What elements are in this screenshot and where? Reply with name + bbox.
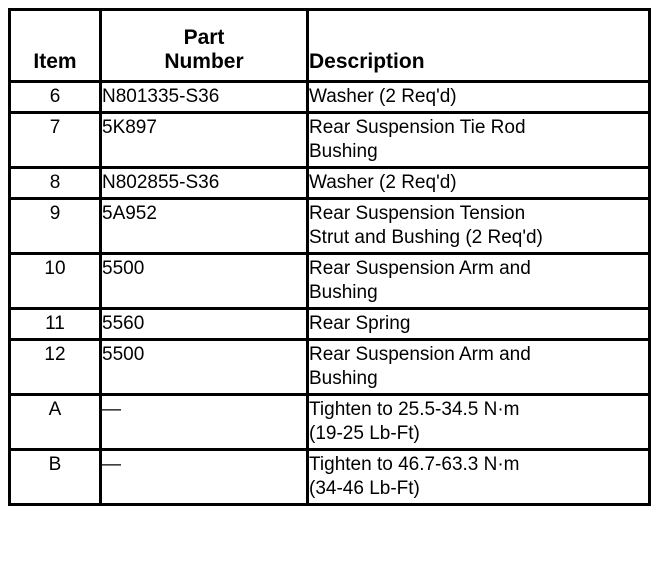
cell-part-number: 5A952 [101, 199, 308, 254]
header-description: Description [308, 10, 650, 82]
table-row [10, 82, 650, 113]
parts-table [8, 8, 651, 506]
table-row [10, 395, 650, 450]
cell-item: 6 [10, 82, 101, 113]
cell-item: 8 [10, 168, 101, 199]
cell-item: B [10, 450, 101, 505]
cell-item: 10 [10, 254, 101, 309]
table-row [10, 340, 650, 395]
header-part-line1: Part [183, 26, 225, 49]
description-line2: Bushing [309, 282, 378, 303]
description-line2: Bushing [309, 141, 378, 162]
cell-part-number: — [101, 450, 308, 505]
cell-part-number: 5500 [101, 254, 308, 309]
cell-description [308, 309, 650, 340]
table-row [10, 450, 650, 505]
cell-description [308, 254, 650, 309]
table-row [10, 254, 650, 309]
table-row [10, 309, 650, 340]
description-line1: Tighten to 46.7-63.3 N·m [309, 454, 520, 475]
cell-item: 9 [10, 199, 101, 254]
cell-item: 12 [10, 340, 101, 395]
table-body [10, 82, 650, 505]
header-part-line2: Number [164, 50, 244, 73]
table-row [10, 199, 650, 254]
cell-item: A [10, 395, 101, 450]
cell-item: 11 [10, 309, 101, 340]
cell-description [308, 340, 650, 395]
description-line1: Rear Suspension Tie Rod [309, 117, 526, 138]
description-line1: Rear Suspension Arm and [309, 344, 531, 365]
cell-part-number: N802855-S36 [101, 168, 308, 199]
description-line1: Tighten to 25.5-34.5 N·m [309, 399, 520, 420]
cell-item: 7 [10, 113, 101, 168]
description-line1: Rear Suspension Arm and [309, 258, 531, 279]
cell-part-number: 5500 [101, 340, 308, 395]
cell-part-number: 5560 [101, 309, 308, 340]
description-line2: (19-25 Lb-Ft) [309, 423, 420, 444]
header-item: Item [10, 10, 101, 82]
cell-description [308, 395, 650, 450]
cell-description [308, 82, 650, 113]
cell-part-number: — [101, 395, 308, 450]
cell-part-number: N801335-S36 [101, 82, 308, 113]
table-row [10, 113, 650, 168]
cell-description [308, 199, 650, 254]
cell-description [308, 450, 650, 505]
description-line2: Bushing [309, 368, 378, 389]
description-line2: (34-46 Lb-Ft) [309, 478, 420, 499]
cell-description [308, 168, 650, 199]
description-line2: Strut and Bushing (2 Req'd) [309, 227, 543, 248]
table-row [10, 168, 650, 199]
description-line1: Rear Spring [309, 313, 411, 334]
cell-part-number: 5K897 [101, 113, 308, 168]
description-line1: Washer (2 Req'd) [309, 172, 457, 193]
table-header-row [10, 10, 650, 82]
cell-description [308, 113, 650, 168]
header-part-number [101, 10, 308, 82]
description-line1: Washer (2 Req'd) [309, 86, 457, 107]
description-line1: Rear Suspension Tension [309, 203, 526, 224]
